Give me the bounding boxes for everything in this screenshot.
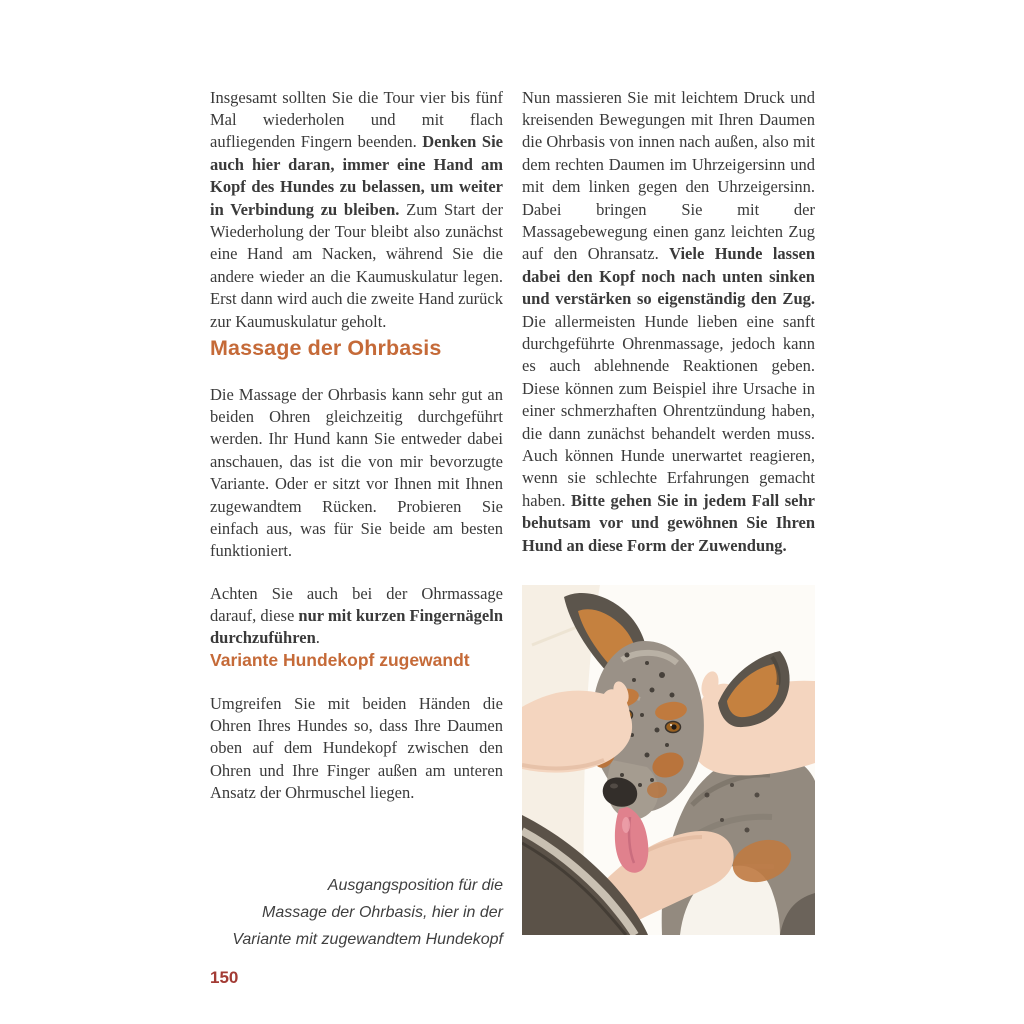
left-paragraph-1: Insgesamt sollten Sie die Tour vier bis fünf Mal wiederholen und mit flach aufliegenden Fingern beenden. Denken Sie auch hier daran, immer eine Hand am Kopf des Hundes zu belassen, um weiter in Verbindung zu bleiben. Zum Start der Wiederholung der Tour bleibt also zunächst eine Hand am Nacken, während Sie die andere wieder an die Kaumuskulatur legen. Erst dann wird auch die zweite Hand zurück zur Kaumuskulatur geholt. [210,87,503,331]
section-heading: Massage der Ohrbasis [210,336,442,360]
right-paragraph-1: Nun massieren Sie mit leichtem Druck und kreisenden Bewegungen mit Ihren Daumen die Ohrbasis von innen nach außen, also mit dem rechten Daumen im Uhrzeigersinn und mit dem linken gegen den Uhrzeigersinn. Dabei bringen Sie mit der Massagebewegung einen ganz leichten Zug auf den Ohransatz. Viele Hunde lassen dabei den Kopf noch nach unten sinken und verstärken so eigenständig den Zug. Die allermeisten Hunde lieben eine sanft durchgeführte Ohrenmassage, jedoch kann es auch ablehnende Reaktionen geben. Diese können zum Beispiel ihre Ursache in einer schmerzhaften Ohrentzündung haben, die dann zunächst behandelt werden muss. Auch können Hunde unerwartet reagieren, wenn sie schlechte Erfahrungen gemacht haben. Bitte gehen Sie in jedem Fall sehr behutsam vor und gewöhnen Sie Ihren Hund an diese Form der Zuwendung. [522,87,815,555]
dog-photo [522,585,815,935]
sub-heading: Variante Hundekopf zugewandt [210,650,470,670]
photo-caption: Ausgangsposition für die Massage der Ohrbasis, hier in der Variante mit zugewandtem Hundekopf [232,877,503,948]
left-paragraph-3: Achten Sie auch bei der Ohrmassage darauf, diese nur mit kurzen Fingernägeln durchzuführen. [210,583,503,648]
left-paragraph-4: Umgreifen Sie mit beiden Händen die Ohren Ihres Hundes so, dass Ihre Daumen oben auf dem Hundekopf zwischen den Ohren und Ihre Finger außen am unteren Ansatz der Ohrmuschel liegen. [210,693,503,803]
page-number: 150 [210,968,239,987]
left-paragraph-2: Die Massage der Ohrbasis kann sehr gut an beiden Ohren gleichzeitig durchgeführt werden. Ihr Hund kann Sie entweder dabei anschauen, das ist die von mir bevorzugte Variante. Oder er sitzt vor Ihnen mit Ihnen zugewandtem Rücken. Probieren Sie einfach aus, was für Sie beide am besten funktioniert. [210,384,503,561]
